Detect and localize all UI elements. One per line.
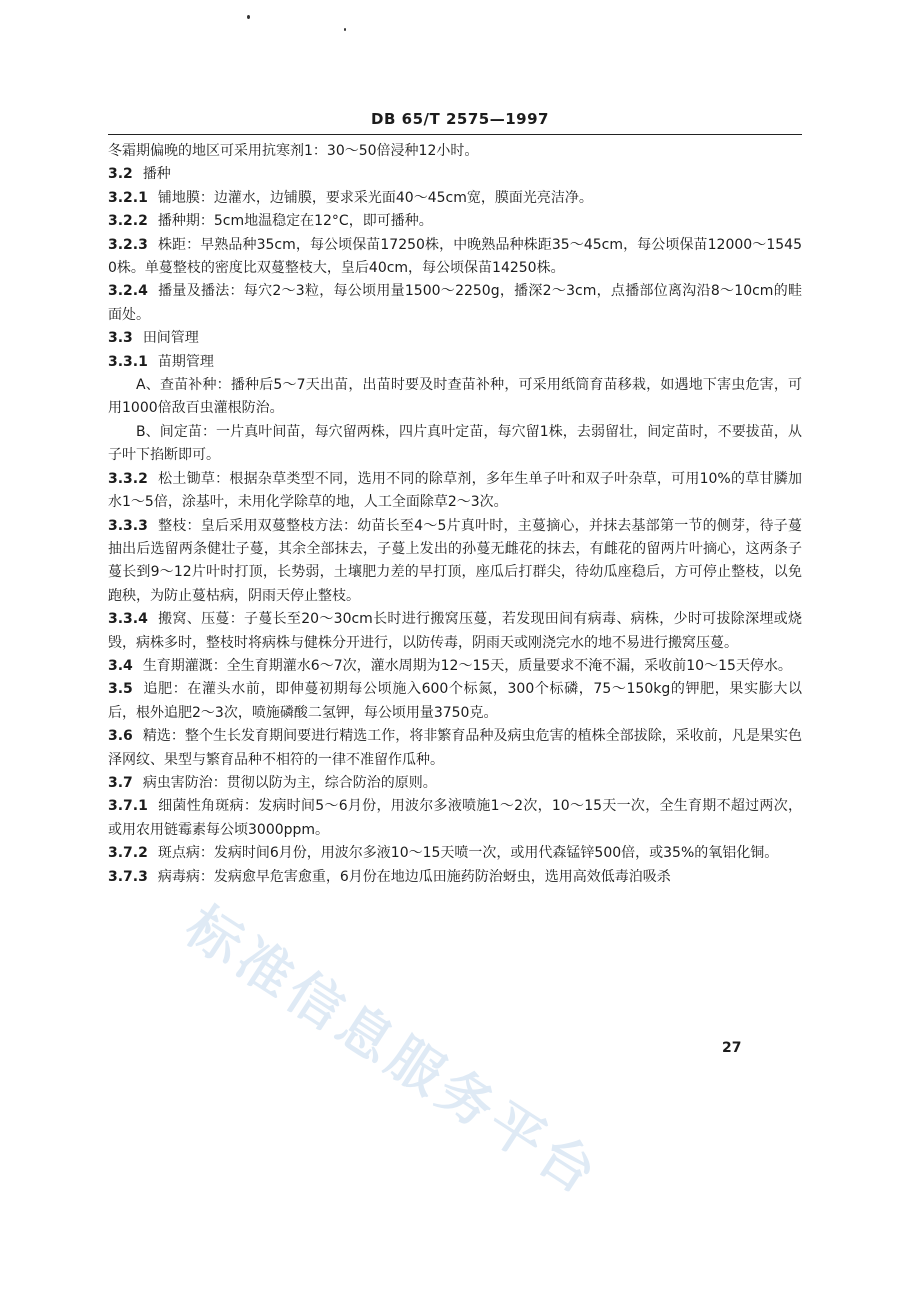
paragraph bbox=[108, 795, 802, 842]
clause-number: 3.6 bbox=[108, 728, 133, 745]
clause-text: 搬窝、压蔓：子蔓长至20～30cm长时进行搬窝压蔓，若发现田间有病毒、病株，少时可拔除深埋或烧毁，病株多时，整枝时将病株与健株分开进行，以防传毒，阴雨天或刚浇完水的地不易进行搬窝压蔓。 bbox=[108, 611, 802, 651]
clause-number: 3.2.4 bbox=[108, 283, 148, 300]
paragraph bbox=[108, 468, 802, 515]
document-body bbox=[108, 140, 802, 889]
standard-number-header: DB 65/T 2575—1997 bbox=[371, 110, 549, 128]
clause-number: 3.3.1 bbox=[108, 353, 148, 370]
clause-number: 3.3.3 bbox=[108, 517, 148, 534]
paragraph bbox=[108, 655, 802, 678]
clause-number: 3.7.3 bbox=[108, 868, 148, 885]
clause-text: 播量及播法：每穴2～3粒，每公顷用量1500～2250g，播深2～3cm，点播部位离沟沿8～10cm的畦面处。 bbox=[108, 283, 802, 323]
clause-number: 3.2.1 bbox=[108, 189, 148, 206]
paragraph bbox=[108, 515, 802, 609]
page-number: 27 bbox=[722, 1040, 742, 1056]
scan-speck bbox=[344, 28, 346, 31]
clause-text: 铺地膜：边灌水，边铺膜，要求采光面40～45cm宽，膜面光亮洁净。 bbox=[157, 189, 593, 206]
paragraph bbox=[108, 866, 802, 889]
watermark: 标准信息服务平台 bbox=[174, 894, 612, 1209]
clause-text: 苗期管理 bbox=[157, 353, 214, 370]
paragraph bbox=[108, 280, 802, 327]
paragraph bbox=[108, 842, 802, 865]
paragraph bbox=[108, 210, 802, 233]
paragraph bbox=[108, 351, 802, 374]
clause-text: 整枝：皇后采用双蔓整枝方法：幼苗长至4～5片真叶时，主蔓摘心，并抹去基部第一节的侧芽，待子蔓抽出后选留两条健壮子蔓，其余全部抹去，子蔓上发出的孙蔓无雌花的抹去，有雌花的留两片叶摘心，这两条子蔓长到9～12片叶时打顶，长势弱，土壤肥力差的早打顶，座瓜后打群尖，待幼瓜座稳后，方可停止整枝，以免跑秧，为防止蔓枯病，阴雨天停止整枝。 bbox=[108, 517, 802, 604]
clause-text: 追肥：在灌头水前，即伸蔓初期每公顷施入600个标氮，300个标磷，75～150kg的钾肥，果实膨大以后，根外追肥2～3次，喷施磷酸二氢钾，每公顷用量3750克。 bbox=[108, 681, 802, 721]
clause-number: 3.7.2 bbox=[108, 845, 148, 862]
clause-text: 细菌性角斑病：发病时间5～6月份，用波尔多液喷施1～2次，10～15天一次，全生育期不超过两次，或用农用链霉素每公顷3000ppm。 bbox=[108, 798, 802, 838]
paragraph bbox=[108, 327, 802, 350]
clause-number: 3.2 bbox=[108, 166, 133, 183]
paragraph bbox=[108, 374, 802, 421]
clause-number: 3.3.4 bbox=[108, 611, 148, 628]
paragraph bbox=[108, 234, 802, 281]
paragraph bbox=[108, 163, 802, 186]
header-rule bbox=[108, 134, 802, 135]
paragraph bbox=[108, 772, 802, 795]
clause-text: 生育期灌溉：全生育期灌水6～7次，灌水周期为12～15天，质量要求不淹不漏，采收前10～15天停水。 bbox=[142, 657, 792, 674]
clause-text: 精选：整个生长发育期间要进行精选工作，将非繁育品种及病虫危害的植株全部拔除，采收前，凡是果实色泽网纹、果型与繁育品种不相符的一律不准留作瓜种。 bbox=[108, 728, 802, 768]
clause-number: 3.7 bbox=[108, 774, 133, 791]
clause-text: 病毒病：发病愈早危害愈重，6月份在地边瓜田施药防治蚜虫，选用高效低毒泊吸杀 bbox=[157, 868, 671, 885]
paragraph bbox=[108, 725, 802, 772]
paragraph bbox=[108, 678, 802, 725]
clause-number: 3.5 bbox=[108, 681, 133, 698]
clause-text: 播种 bbox=[142, 166, 171, 183]
clause-text: 松土锄草：根据杂草类型不同，选用不同的除草剂，多年生单子叶和双子叶杂草，可用10%的草甘膦加水1～5倍，涂基叶，未用化学除草的地，人工全面除草2～3次。 bbox=[108, 470, 802, 511]
clause-text: 病虫害防治：贯彻以防为主，综合防治的原则。 bbox=[142, 774, 437, 791]
clause-number: 3.7.1 bbox=[108, 798, 148, 815]
clause-text: 播种期：5cm地温稳定在12°C，即可播种。 bbox=[157, 213, 433, 230]
clause-text: 冬霜期偏晚的地区可采用抗寒剂1：30～50倍浸种12小时。 bbox=[108, 143, 479, 159]
paragraph bbox=[108, 187, 802, 210]
clause-text: B、间定苗：一片真叶间苗，每穴留两株，四片真叶定苗，每穴留1株，去弱留壮，间定苗时，不要拔苗，从子叶下掐断即可。 bbox=[108, 423, 802, 464]
clause-text: 株距：早熟品种35cm，每公顷保苗17250株，中晚熟品种株距35～45cm，每公顷保苗12000～15450株。单蔓整枝的密度比双蔓整枝大，皇后40cm，每公顷保苗14250株。 bbox=[108, 236, 802, 277]
clause-number: 3.2.3 bbox=[108, 236, 148, 253]
scan-speck bbox=[247, 15, 250, 19]
clause-text: A、查苗补种：播种后5～7天出苗，出苗时要及时查苗补种，可采用纸筒育苗移栽，如遇地下害虫危害，可用1000倍敌百虫灌根防治。 bbox=[108, 377, 802, 417]
clause-text: 斑点病：发病时间6月份，用波尔多液10～15天喷一次，或用代森锰锌500倍，或35%的氧铝化铜。 bbox=[157, 845, 779, 862]
clause-text: 田间管理 bbox=[142, 330, 199, 347]
paragraph bbox=[108, 608, 802, 655]
clause-number: 3.4 bbox=[108, 657, 133, 674]
clause-number: 3.3.2 bbox=[108, 470, 148, 487]
clause-number: 3.3 bbox=[108, 330, 133, 347]
paragraph bbox=[108, 421, 802, 468]
paragraph bbox=[108, 140, 802, 163]
clause-number: 3.2.2 bbox=[108, 213, 148, 230]
